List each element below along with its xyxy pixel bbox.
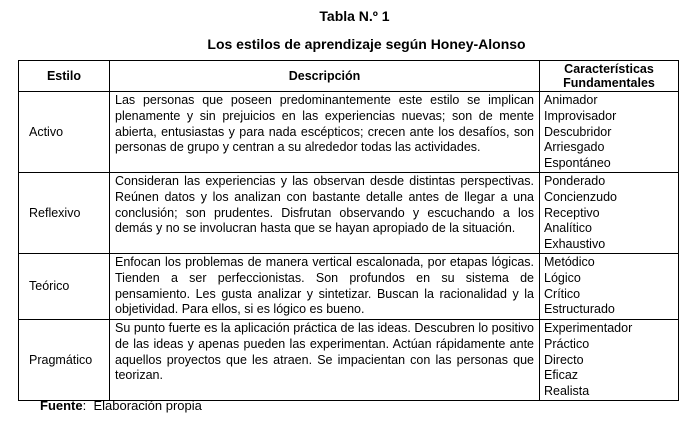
table-row [19,173,679,254]
list-item: Directo [544,352,584,367]
list-item: Realista [544,384,590,399]
estilo-cell: Reflexivo [19,173,110,254]
table-row [19,320,679,401]
caracteristicas-list [544,93,678,172]
header-caracteristicas: Características Fundamentales [540,61,679,92]
caracteristicas-cell [540,320,679,401]
list-item: Estructurado [544,302,615,317]
source-label: Fuente [40,398,83,413]
estilo-cell: Activo [19,92,110,173]
descripcion-cell: Su punto fuerte es la aplicación práctica de las ideas. Descubren lo positivo de las ideas y apenas pueden las experimentan. Actúan rápidamente ante aquellos proyectos que les atraen. Se impacientan con las personas que teorizan. [110,320,540,401]
table-number-title: Tabla N.º 1 [319,8,390,24]
caracteristicas-list [544,174,678,253]
list-item: Improvisador [544,108,617,123]
list-item: Receptivo [544,205,600,220]
list-item: Ponderado [544,174,606,188]
caracteristicas-cell [540,92,679,173]
caracteristicas-cell [540,254,679,320]
descripcion-cell: Las personas que poseen predominantemente este estilo se implican plenamente y sin prejuicios en las experiencias nuevas; son de mente abierta, entusiastas y para nada escépticos; crecen ante los desafíos, son personas de grupo y centran a su alrededor todas las actividades. [110,92,540,173]
descripcion-cell: Enfocan los problemas de manera vertical escalonada, por etapas lógicas. Tienden a ser perfeccionistas. Son profundos en su sistema de pensamiento. Les gusta analizar y sintetizar. Buscan la racionalidad y la objetividad. Para ellos, si es lógico es bueno. [110,254,540,320]
list-item: Metódico [544,255,595,269]
list-item: Crítico [544,286,581,301]
caracteristicas-list [544,321,678,400]
estilo-cell: Teórico [19,254,110,320]
learning-styles-table [18,60,679,401]
list-item: Lógico [544,270,581,285]
list-item: Eficaz [544,368,579,383]
estilo-cell: Pragmático [19,320,110,401]
list-item: Práctico [544,336,590,351]
descripcion-cell: Consideran las experiencias y las observan desde distintas perspectivas. Reúnen datos y los analizan con bastante detalle antes de llegar a una conclusión; son prudentes. Disfrutan observando y escuchando a los demás y no se involucran hasta que se hayan apropiado de la situación. [110,173,540,254]
list-item: Experimentador [544,321,633,335]
table-row [19,254,679,320]
list-item: Analítico [544,221,592,236]
caracteristicas-cell [540,173,679,254]
list-item: Descubridor [544,124,612,139]
source-note [40,398,202,413]
list-item: Animador [544,93,598,107]
list-item: Concienzudo [544,189,617,204]
source-separator: : [82,398,87,413]
list-item: Espontáneo [544,156,611,171]
table-row [19,92,679,173]
list-item: Arriesgado [544,140,605,155]
header-descripcion: Descripción [110,61,540,92]
header-estilo: Estilo [19,61,110,92]
caracteristicas-list [544,255,678,318]
table-subtitle: Los estilos de aprendizaje según Honey-Alonso [207,36,526,52]
source-text: Elaboración propia [93,398,202,413]
table-header-row [19,61,679,92]
list-item: Exhaustivo [544,237,606,252]
